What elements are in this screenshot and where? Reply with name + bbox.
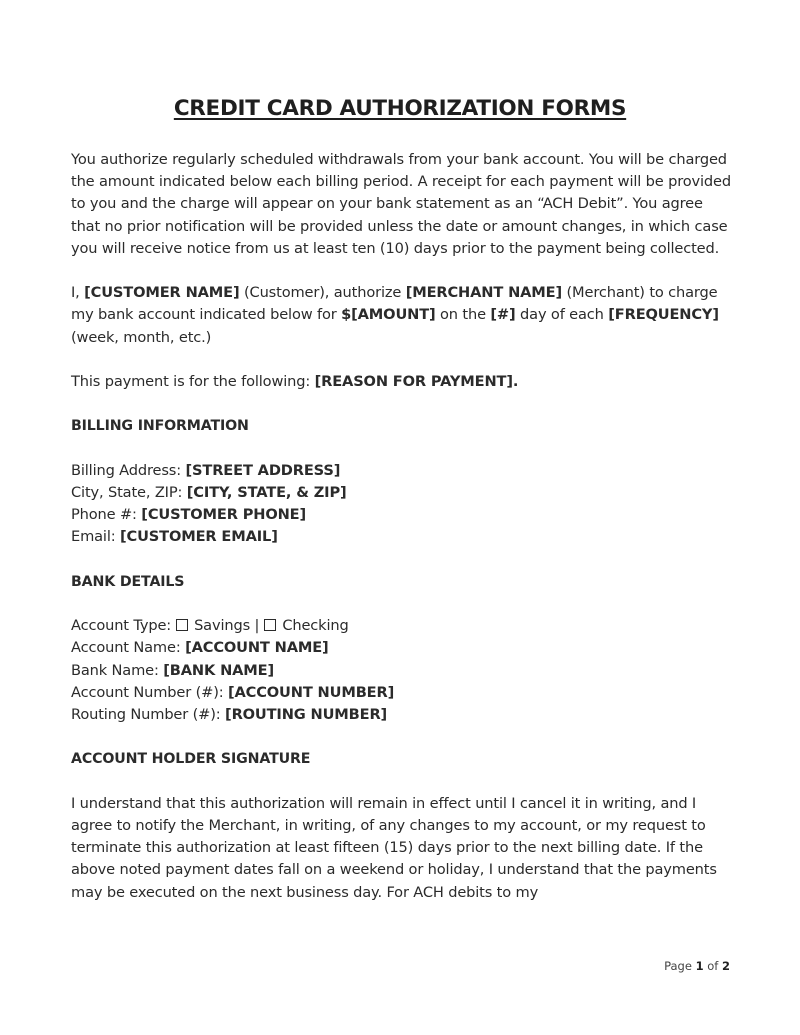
account-type-line	[71, 615, 731, 637]
signature-heading: ACCOUNT HOLDER SIGNATURE	[71, 751, 311, 768]
routing-number-line	[71, 704, 731, 726]
day-text: day of each	[520, 306, 604, 324]
on-the-text: on the	[440, 306, 486, 324]
phone-label: Phone #:	[71, 506, 137, 524]
authorization-paragraph	[71, 282, 731, 349]
payment-reason-line	[71, 371, 731, 393]
day-number-placeholder: [#]	[490, 306, 516, 324]
bank-name-line	[71, 660, 731, 682]
authorization-i: I,	[71, 284, 80, 302]
merchant-text: (Merchant) to charge my bank account indicated below for	[71, 284, 718, 324]
savings-checkbox[interactable]	[176, 619, 188, 631]
page-word: Page	[664, 959, 692, 973]
email-label: Email:	[71, 528, 116, 546]
city-state-zip-label: City, State, ZIP:	[71, 483, 183, 501]
account-number-line	[71, 682, 731, 704]
routing-number-label: Routing Number (#):	[71, 705, 221, 723]
current-page: 1	[695, 959, 704, 973]
page-number	[664, 959, 730, 973]
account-name-line	[71, 637, 731, 659]
email-placeholder: [CUSTOMER EMAIL]	[120, 528, 278, 546]
payment-reason-label: This payment is for the following:	[71, 373, 311, 390]
amount-placeholder: $[AMOUNT]	[341, 306, 436, 324]
billing-address-label: Billing Address:	[71, 461, 182, 479]
billing-address-line	[71, 460, 731, 482]
phone-placeholder: [CUSTOMER PHONE]	[141, 506, 306, 524]
signature-paragraph: I understand that this authorization will remain in effect until I cancel it in writing, and I agree to notify the Merchant, in writing, of any changes to my account, or my request to terminate this authorization at least fifteen (15) days prior to the next billing date. If the above noted payment dates fall on a weekend or holiday, I understand that the payments may be executed on the next business day. For ACH debits to my	[71, 794, 717, 901]
customer-text: (Customer), authorize	[244, 284, 402, 302]
frequency-text: (week, month, etc.)	[71, 328, 212, 346]
account-number-label: Account Number (#):	[71, 683, 224, 701]
account-type-label: Account Type:	[71, 617, 172, 635]
phone-line	[71, 504, 731, 526]
total-pages: 2	[721, 959, 730, 973]
page-title: CREDIT CARD AUTHORIZATION FORMS	[173, 96, 627, 121]
of-word: of	[707, 959, 719, 973]
account-name-label: Account Name:	[71, 639, 181, 657]
city-state-zip-line	[71, 482, 731, 504]
document-body	[71, 149, 731, 926]
billing-heading: BILLING INFORMATION	[71, 418, 249, 435]
intro-paragraph: You authorize regularly scheduled withdrawals from your bank account. You will be charged the amount indicated below each billing period. A receipt for each payment will be provided to you and the charge will appear on your bank statement as an “ACH Debit”. You agree that no prior notification will be provided unless the date or amount changes, in which case you will receive notice from us at least ten (10) days prior to the payment being collected.	[71, 151, 731, 257]
email-line	[71, 526, 731, 548]
frequency-placeholder: [FREQUENCY]	[608, 306, 719, 324]
checking-checkbox[interactable]	[264, 619, 276, 631]
account-number-placeholder: [ACCOUNT NUMBER]	[228, 683, 395, 701]
customer-name-placeholder: [CUSTOMER NAME]	[84, 284, 240, 302]
bank-name-label: Bank Name:	[71, 661, 159, 679]
payment-reason-placeholder: [REASON FOR PAYMENT].	[314, 373, 519, 390]
routing-number-placeholder: [ROUTING NUMBER]	[225, 705, 388, 723]
city-state-zip-placeholder: [CITY, STATE, & ZIP]	[186, 483, 347, 501]
type-separator: |	[254, 617, 260, 635]
billing-address-placeholder: [STREET ADDRESS]	[185, 461, 341, 479]
merchant-name-placeholder: [MERCHANT NAME]	[405, 284, 562, 302]
bank-heading: BANK DETAILS	[71, 573, 185, 590]
account-name-placeholder: [ACCOUNT NAME]	[185, 639, 329, 657]
savings-label: Savings	[194, 617, 251, 635]
bank-name-placeholder: [BANK NAME]	[163, 661, 274, 679]
checking-label: Checking	[282, 617, 349, 635]
